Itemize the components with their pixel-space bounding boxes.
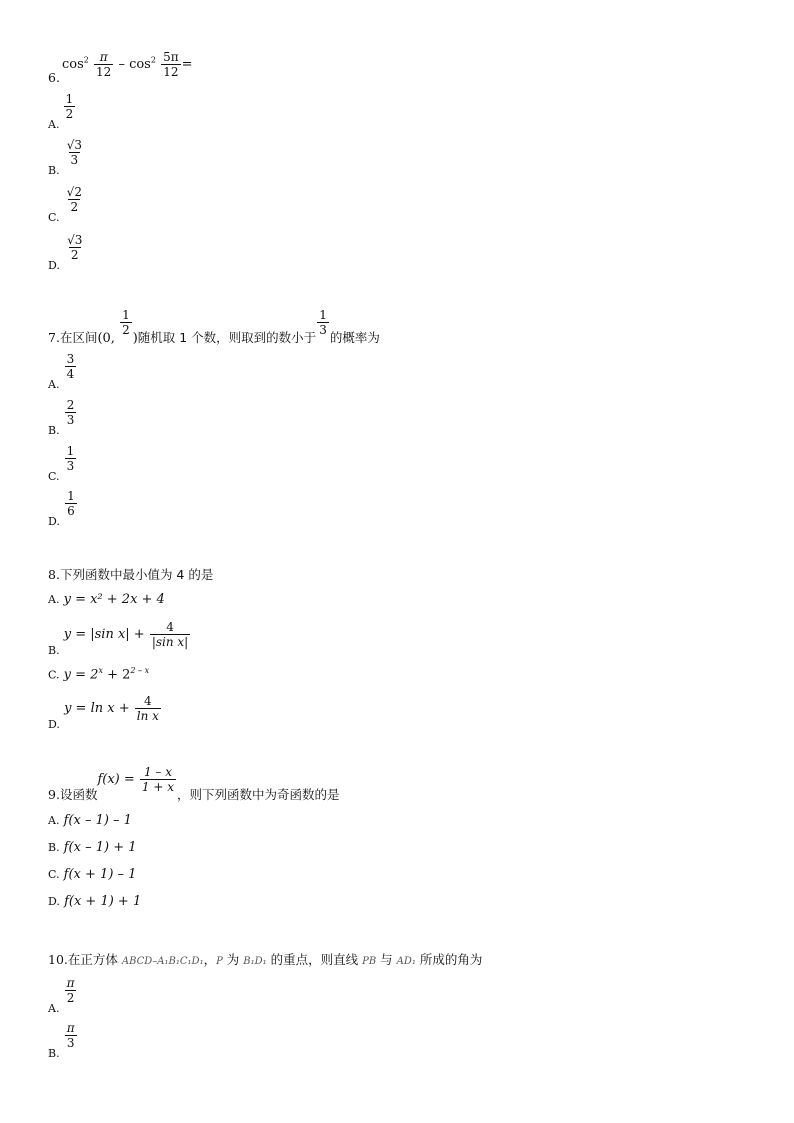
- q6-option-c[interactable]: $_{C.}$ $\frac{√2}{2}$: [48, 185, 82, 224]
- q10-option-a[interactable]: $_{A.}$ $\frac{\pi}{2}$: [48, 976, 75, 1015]
- q9-option-c[interactable]: C. f(x + 1) – 1: [48, 867, 137, 882]
- q7-option-d[interactable]: $_{D.}$ $\frac{1}{6}$: [48, 489, 75, 528]
- q9-option-a[interactable]: A. f(x – 1) – 1: [48, 813, 132, 828]
- q8-option-b[interactable]: $_{B.}$ y = |sin x| + $\frac{4}{\text{|sin x|}}$: [48, 620, 189, 657]
- q8-option-c[interactable]: C. $y = 2^x + 2^{2 - x}$: [48, 666, 150, 683]
- q6-number: 6.: [48, 70, 60, 85]
- q9-stem: 9.设函数f(x) = $\frac{1 - x}{1 + x}$ ，则下列函数中为奇函数的是: [48, 765, 340, 802]
- q6-option-b[interactable]: $_{B.}$ $\frac{√3}{3}$: [48, 138, 83, 177]
- q6-stem-expression: $\cos^2$ $\frac{\pi}{12}$ – $\cos^2$ $\frac{5\pi}{12}$ =: [62, 50, 193, 79]
- q9-option-b[interactable]: B. f(x – 1) + 1: [48, 840, 137, 855]
- q8-option-d[interactable]: $_{D.}$ y = ln x + $\frac{4}{\text{ln x}}$: [48, 694, 159, 731]
- q7-option-b[interactable]: $_{B.}$ $\frac{2}{3}$: [48, 398, 75, 437]
- q7-option-c[interactable]: $_{C.}$ $\frac{1}{3}$: [48, 444, 75, 483]
- q7-stem: 7.在区间(0, $\frac{1}{2}$ )随机取 1 个数，则取到的数小于 $\frac{1}{3}$ 的概率为: [48, 308, 380, 346]
- q6-option-a[interactable]: $_{A.}$ $\frac{1}{2}$: [48, 92, 74, 131]
- q7-option-a[interactable]: $_{A.}$ $\frac{3}{4}$: [48, 352, 75, 391]
- q6-option-d[interactable]: $_{D.}$ $\frac{√3}{2}$: [48, 233, 83, 272]
- q10-stem: 10.在正方体 ABCD–A₁B₁C₁D₁，P 为 B₁D₁ 的重点，则直线 PB 与 AD₁ 所成的角为: [48, 952, 483, 967]
- q10-option-b[interactable]: $_{B.}$ $\frac{\pi}{3}$: [48, 1021, 75, 1060]
- q9-option-d[interactable]: D. f(x + 1) + 1: [48, 894, 142, 909]
- q8-option-a[interactable]: A. y = x² + 2x + 4: [48, 592, 165, 607]
- q8-stem: 8.下列函数中最小值为 4 的是: [48, 567, 214, 582]
